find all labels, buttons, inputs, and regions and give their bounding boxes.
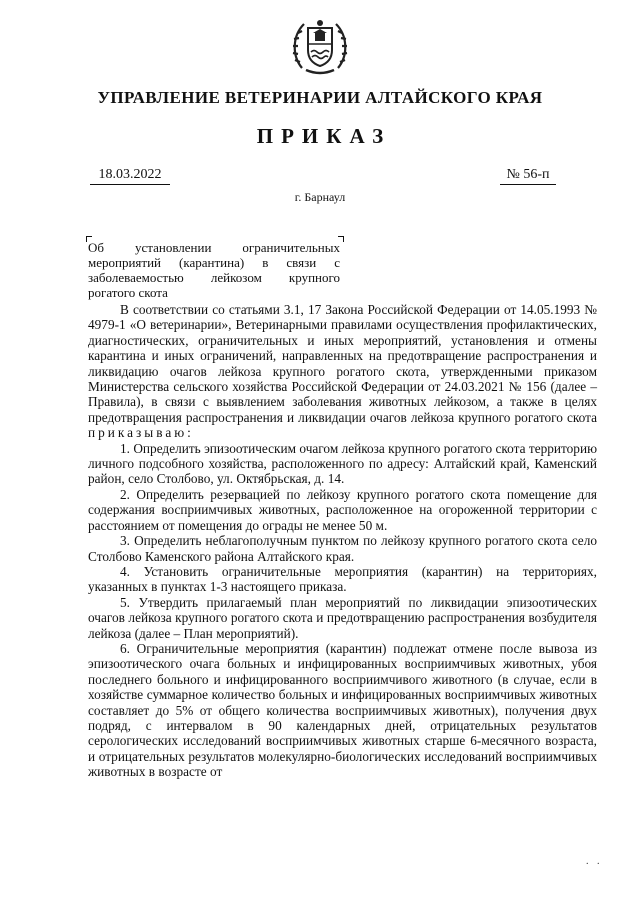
order-number: № 56-п (500, 167, 556, 185)
order-item-6: 6. Ограничительные мероприятия (карантин) подлежат отмене после вывоза из эпизоотического очага больных и инфицированных восприимчивых животных, убоя последнего больного и инфицированного восприимчивого животного (в случае, если в хозяйстве суммарное количество больных и инфицированных восприимчивых животных составляет до 5% от общего количества восприимчивых животных), получения двух подряд, с интервалом в 90 календарных дней, отрицательных результатов серологических исследований восприимчивых животных старше 6-месячного возраста, и отрицательных результатов молекулярно-биологических исследований восприимчивых животных в возрасте от (88, 640, 597, 780)
order-item-1: 1. Определить эпизоотическим очагом лейкоза крупного рогатого скота территорию личного подсобного хозяйства, расположенного по адресу: Алтайский край, Каменский район, село Столбово, ул. Октябрьская, д. 14. (88, 440, 597, 487)
city-name: г. Барнаул (294, 190, 346, 204)
order-item-4: 4. Установить ограничительные мероприятия (карантин) на территориях, указанных в пунктах 1-3 настоящего приказа. (88, 563, 597, 595)
order-item-5: 5. Утвердить прилагаемый план мероприятий по ликвидации эпизоотических очагов лейкоза крупного рогатого скота и предотвращению распространения возбудителя лейкоза (далее – План мероприятий). (88, 594, 597, 641)
document-type-title: ПРИКАЗ (256, 124, 392, 148)
order-item-3: 3. Определить неблагополучным пунктом по лейкозу крупного рогатого скота село Столбово Каменского района Алтайского края. (88, 533, 597, 564)
page-marks: . . (586, 856, 603, 867)
order-item-2: 2. Определить резервацией по лейкозу крупного рогатого скота помещение для содержания восприимчивых животных, расположенное на огороженной территории с расстоянием от помещения до ограды не менее 50 м. (88, 486, 597, 533)
order-date: 18.03.2022 (90, 167, 170, 185)
order-body (88, 302, 597, 780)
organization-name: УПРАВЛЕНИЕ ВЕТЕРИНАРИИ АЛТАЙСКОГО КРАЯ (97, 88, 543, 107)
order-subject: Об установлении ограничительных мероприятий (карантина) в связи с заболеваемостью лейкозом крупного рогатого скота (88, 240, 340, 300)
prikazyvayu-label: приказываю: (88, 425, 194, 441)
preamble-paragraph (88, 302, 597, 441)
preamble-text: В соответствии со статьями 3.1, 17 Закона Российской Федерации от 14.05.1993 № 4979-1 «О ветеринарии», Ветеринарными правилами осуществления профилактических, диагностических, ограничительных и иных мероприятий, установления и отмены карантина и иных ограничений, направленных на предотвращение распространения и ликвидацию очагов лейкоза крупного рогатого скота, утвержденными приказом Министерства сельского хозяйства Российской Федерации от 24.03.2021 № 156 (далее – Правила), в связи с выявлением заболевания животных лейкозом, а также в целях предотвращения распространения и ликвидации очагов лейкоза крупного рогатого скота (88, 302, 597, 425)
altai-krai-coat-of-arms-icon (288, 14, 352, 78)
